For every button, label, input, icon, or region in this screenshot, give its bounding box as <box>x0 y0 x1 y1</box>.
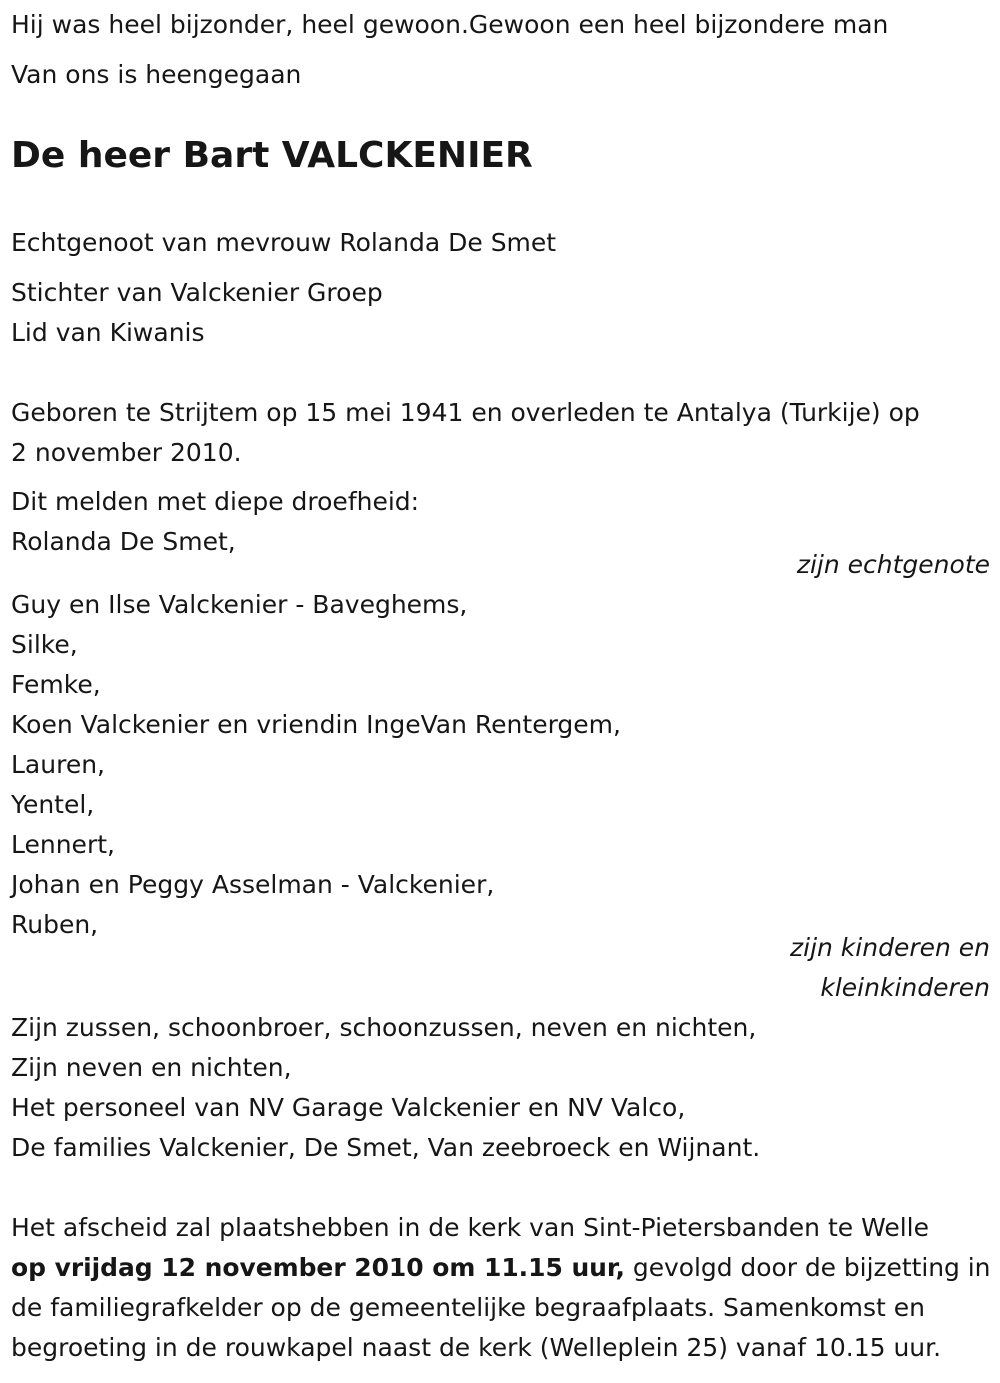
role-line: Echtgenoot van mevrouw Rolanda De Smet <box>11 228 557 257</box>
child-line: Femke, <box>11 670 101 699</box>
relatives-line: Zijn neven en nichten, <box>11 1053 292 1082</box>
funeral-line-1: Het afscheid zal plaatshebben in de kerk van Sint-Pietersbanden te Welle <box>11 1213 930 1242</box>
funeral-line-3: de familiegrafkelder op de gemeentelijke begraafplaats. Samenkomst en <box>11 1293 926 1322</box>
child-line: Koen Valckenier en vriendin IngeVan Rentergem, <box>11 710 621 739</box>
spouse-name: Rolanda De Smet, <box>11 527 236 556</box>
birth-death-line: 2 november 2010. <box>11 438 242 467</box>
relatives-line: Zijn zussen, schoonbroer, schoonzussen, neven en nichten, <box>11 1013 757 1042</box>
intro-line-1: Hij was heel bijzonder, heel gewoon.Gewoon een heel bijzondere man <box>11 10 889 39</box>
child-line: Guy en Ilse Valckenier - Baveghems, <box>11 590 468 619</box>
role-line: Lid van Kiwanis <box>11 318 205 347</box>
intro-line-2: Van ons is heengegaan <box>11 60 302 89</box>
child-line: Lauren, <box>11 750 105 779</box>
child-line: Silke, <box>11 630 78 659</box>
funeral-date-time: op vrijdag 12 november 2010 om 11.15 uur, <box>11 1253 625 1282</box>
child-line: Johan en Peggy Asselman - Valckenier, <box>11 870 495 899</box>
deceased-name: De heer Bart VALCKENIER <box>11 135 533 176</box>
children-relation-line-2: kleinkinderen <box>820 973 990 1002</box>
funeral-line-4: begroeting in de rouwkapel naast de kerk (Welleplein 25) vanaf 10.15 uur. <box>11 1333 942 1362</box>
role-line: Stichter van Valckenier Groep <box>11 278 383 307</box>
funeral-line-2 <box>11 1248 990 1288</box>
relatives-line: Het personeel van NV Garage Valckenier en NV Valco, <box>11 1093 686 1122</box>
child-line: Yentel, <box>11 790 95 819</box>
birth-death-line: Geboren te Strijtem op 15 mei 1941 en overleden te Antalya (Turkije) op <box>11 398 920 427</box>
relatives-line: De families Valckenier, De Smet, Van zeebroeck en Wijnant. <box>11 1133 761 1162</box>
spouse-relation: zijn echtgenote <box>796 550 990 579</box>
funeral-line-2-rest: gevolgd door de bijzetting in <box>624 1253 991 1282</box>
children-relation-line-1: zijn kinderen en <box>790 933 990 962</box>
child-line: Lennert, <box>11 830 115 859</box>
child-line: Ruben, <box>11 910 99 939</box>
announce-intro: Dit melden met diepe droefheid: <box>11 487 420 516</box>
